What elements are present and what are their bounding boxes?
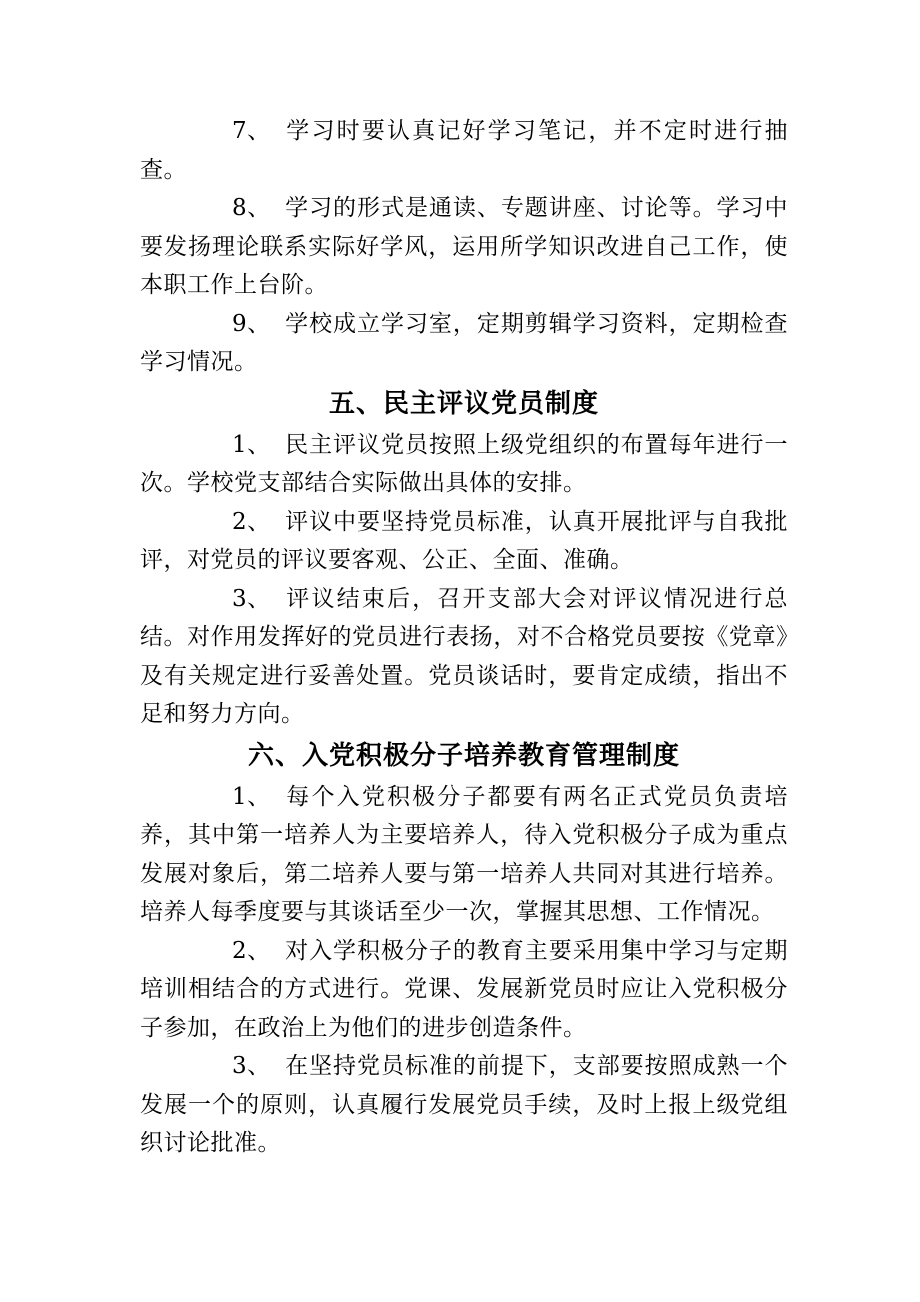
item-text: 在坚持党员标准的前提下，支部要按照成熟一个发展一个的原则，认真履行发展党员手续，及时上报上级党组织讨论批准。 <box>140 1053 788 1156</box>
list-item <box>140 503 788 580</box>
item-text: 学校成立学习室，定期剪辑学习资料，定期检查学习情况。 <box>140 310 788 375</box>
item-number: 3、 <box>232 585 271 612</box>
item-text: 评议结束后，召开支部大会对评议情况进行总结。对作用发挥好的党员进行表扬，对不合格党员要按《党章》及有关规定进行妥善处置。党员谈话时，要肯定成绩，指出不足和努力方向。 <box>140 585 788 727</box>
list-item <box>140 1047 788 1163</box>
list-item <box>140 305 788 382</box>
section-heading-five: 五、民主评议党员制度 <box>328 388 599 419</box>
list-item <box>140 778 788 932</box>
list-item <box>140 932 788 1048</box>
item-text: 每个入党积极分子都要有两名正式党员负责培养，其中第一培养人为主要培养人，待入党积极分子成为重点发展对象后，第二培养人要与第一培养人共同对其进行培养。培养人每季度要与其谈话至少一次，掌握其思想、工作情况。 <box>140 783 788 925</box>
list-item <box>140 426 788 503</box>
item-text: 对入学积极分子的教育主要采用集中学习与定期培训相结合的方式进行。党课、发展新党员时应让入党积极分子参加，在政治上为他们的进步创造条件。 <box>140 937 788 1041</box>
item-number: 8、 <box>232 195 271 221</box>
item-number: 7、 <box>232 118 271 144</box>
list-item <box>140 112 788 189</box>
item-number: 1、 <box>232 431 271 458</box>
item-text: 学习的形式是通读、专题讲座、讨论等。学习中要发扬理论联系实际好学风，运用所学知识改进自己工作，使本职工作上台阶。 <box>140 195 788 298</box>
item-text: 评议中要坚持党员标准，认真开展批评与自我批评，对党员的评议要客观、公正、全面、准确。 <box>140 508 788 573</box>
item-number: 1、 <box>232 783 271 810</box>
item-number: 9、 <box>232 310 271 337</box>
item-number: 2、 <box>232 508 271 535</box>
item-text: 学习时要认真记好学习笔记，并不定时进行抽查。 <box>140 118 788 183</box>
item-number: 2、 <box>232 937 271 964</box>
item-number: 3、 <box>232 1053 271 1079</box>
document-page <box>140 112 788 1163</box>
list-item <box>140 580 788 734</box>
list-item <box>140 189 788 305</box>
section-heading-six: 六、入党积极分子培养教育管理制度 <box>247 740 680 771</box>
item-text: 民主评议党员按照上级党组织的布置每年进行一次。学校党支部结合实际做出具体的安排。 <box>140 431 788 496</box>
